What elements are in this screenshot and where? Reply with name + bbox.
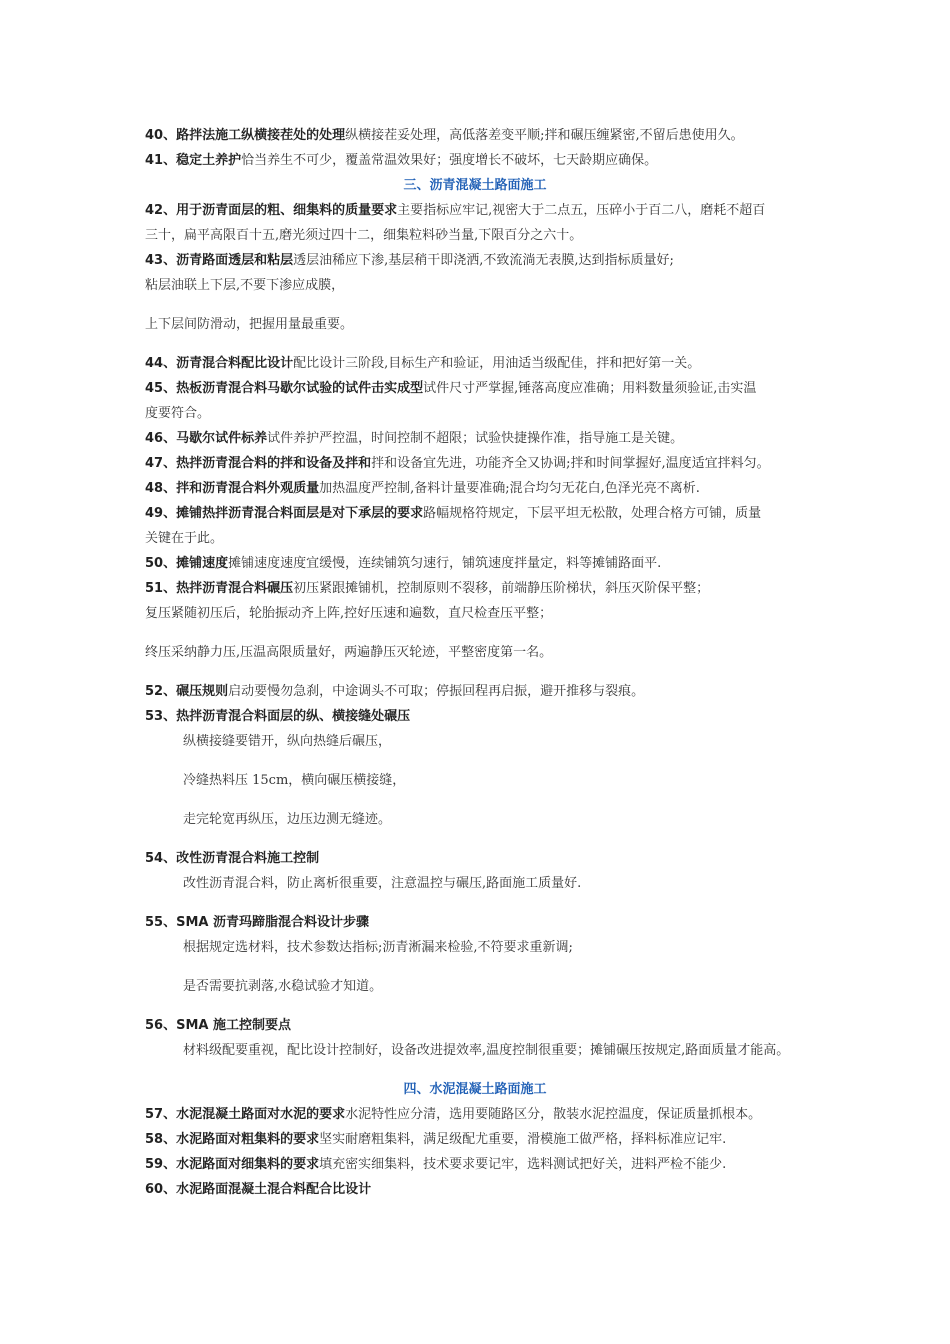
item-49-cont: 关键在于此。 — [145, 531, 224, 546]
item-text: 路幅规格符规定，下层平坦无松散，处理合格方可铺，质量 — [423, 506, 762, 521]
item-51-cont: 复压紧随初压后，轮胎振动齐上阵,控好压速和遍数，直尺检查压平整； — [145, 606, 553, 621]
item-title: 40、路拌法施工纵横接茬处的处理 — [145, 128, 346, 143]
item-title: 48、拌和沥青混合料外观质量 — [145, 481, 320, 496]
item-49 — [145, 505, 761, 523]
item-title: 45、热板沥青混合料马歇尔试验的试件击实成型 — [145, 381, 424, 396]
item-text: 恰当养生不可少，覆盖常温效果好；强度增长不破坏，七天龄期应确保。 — [241, 153, 658, 168]
item-51 — [145, 580, 709, 598]
item-text: 启动要慢勿急刹，中途调头不可取；停振回程再启振，避开推移与裂痕。 — [228, 684, 645, 699]
item-text: 透层油稀应下渗,基层稍干即浇洒,不致流淌无表膜,达到指标质量好; — [293, 253, 674, 268]
item-40 — [145, 127, 744, 145]
item-text: 初压紧跟摊铺机，控制原则不裂移，前端静压阶梯状，斜压灭阶保平整； — [293, 581, 710, 596]
item-text: 试件养护严控温，时间控制不超限；试验快捷操作准，指导施工是关键。 — [267, 431, 684, 446]
item-title: 41、稳定土养护 — [145, 153, 242, 168]
item-51-cont2: 终压采纳静力压,压温高限质量好，两遍静压灭轮迹，平整密度第一名。 — [145, 645, 553, 660]
item-48 — [145, 480, 700, 498]
item-45-cont: 度要符合。 — [145, 406, 211, 421]
item-title: 60、水泥路面混凝土混合料配合比设计 — [145, 1182, 372, 1197]
item-52 — [145, 683, 644, 701]
item-56-line: 材料级配要重视，配比设计控制好，设备改进提效率,温度控制很重要；摊铺碾压按规定,路面质量才能高。 — [183, 1043, 790, 1058]
item-43-cont: 粘层油联上下层,不要下渗应成膜， — [145, 278, 345, 293]
item-55-line: 根据规定选材料，技术参数达指标;沥青淅漏来检验,不符要求重新调; — [183, 940, 573, 955]
item-54-title: 54、改性沥青混合料施工控制 — [145, 851, 320, 866]
item-53-line: 走完轮宽再纵压，边压边测无缝迹。 — [183, 812, 392, 827]
item-43 — [145, 252, 674, 270]
item-53-title: 53、热拌沥青混合料面层的纵、横接缝处碾压 — [145, 709, 411, 724]
item-53-line: 冷缝热料压 15cm，横向碾压横接缝， — [183, 773, 406, 788]
item-42-cont: 三十，扁平高限百十五,磨光须过四十二，细集粒料砂当量,下限百分之六十。 — [145, 228, 583, 243]
item-45 — [145, 380, 756, 398]
item-title: 51、热拌沥青混合料碾压 — [145, 581, 294, 596]
item-text: 摊铺速度速度宜缓慢，连续铺筑匀速行，铺筑速度拌量定，料等摊铺路面平. — [228, 556, 662, 571]
item-text: 水泥特性应分清，选用要随路区分，散装水泥控温度，保证质量抓根本。 — [345, 1107, 762, 1122]
item-47 — [145, 455, 770, 473]
item-text: 坚实耐磨粗集料，满足级配尤重要，滑模施工做严格，择料标准应记牢. — [319, 1132, 727, 1147]
item-text: 主要指标应牢记,视密大于二点五，压碎小于百二八，磨耗不超百 — [397, 203, 766, 218]
item-title: 50、摊铺速度 — [145, 556, 229, 571]
item-44 — [145, 355, 700, 373]
item-41 — [145, 152, 657, 170]
item-text: 拌和设备宜先进，功能齐全又协调;拌和时间掌握好,温度适宜拌料匀。 — [371, 456, 770, 471]
item-title: 46、马歇尔试件标养 — [145, 431, 268, 446]
item-title: 44、沥青混合料配比设计 — [145, 356, 294, 371]
item-43-cont2: 上下层间防滑动，把握用量最重要。 — [145, 317, 354, 332]
item-50 — [145, 555, 661, 573]
item-title: 49、摊铺热拌沥青混合料面层是对下承层的要求 — [145, 506, 424, 521]
item-46 — [145, 430, 683, 448]
item-title: 58、水泥路面对粗集料的要求 — [145, 1132, 320, 1147]
section-heading-3: 三、沥青混凝土路面施工 — [403, 178, 547, 193]
item-54-line: 改性沥青混合料，防止离析很重要，注意温控与碾压,路面施工质量好. — [183, 876, 582, 891]
item-59 — [145, 1156, 726, 1174]
item-title: 43、沥青路面透层和粘层 — [145, 253, 294, 268]
item-53-line: 纵横接缝要错开，纵向热缝后碾压， — [183, 734, 392, 749]
item-60 — [145, 1181, 371, 1199]
item-text: 填充密实细集料，技术要求要记牢，选料测试把好关，进料严检不能少. — [319, 1157, 727, 1172]
item-text: 加热温度严控制,备料计量要准确;混合均匀无花白,色泽光亮不离析. — [319, 481, 700, 496]
section-heading-4: 四、水泥混凝土路面施工 — [403, 1082, 547, 1097]
item-title: 57、水泥混凝土路面对水泥的要求 — [145, 1107, 346, 1122]
item-55-line: 是否需要抗剥落,水稳试验才知道。 — [183, 979, 383, 994]
item-57 — [145, 1106, 761, 1124]
item-title: 42、用于沥青面层的粗、细集料的质量要求 — [145, 203, 398, 218]
item-title: 47、热拌沥青混合料的拌和设备及拌和 — [145, 456, 372, 471]
item-text: 配比设计三阶段,目标生产和验证，用油适当级配佳，拌和把好第一关。 — [293, 356, 701, 371]
item-56-title: 56、SMA 施工控制要点 — [145, 1018, 291, 1033]
item-title: 59、水泥路面对细集料的要求 — [145, 1157, 320, 1172]
item-58 — [145, 1131, 726, 1149]
item-42 — [145, 202, 765, 220]
item-55-title: 55、SMA 沥青玛蹄脂混合料设计步骤 — [145, 915, 369, 930]
item-title: 52、碾压规则 — [145, 684, 229, 699]
item-text: 纵横接茬妥处理，高低落差变平顺;拌和碾压缠紧密,不留后患使用久。 — [345, 128, 744, 143]
item-text: 试件尺寸严掌握,锤落高度应准确；用料数量须验证,击实温 — [423, 381, 757, 396]
